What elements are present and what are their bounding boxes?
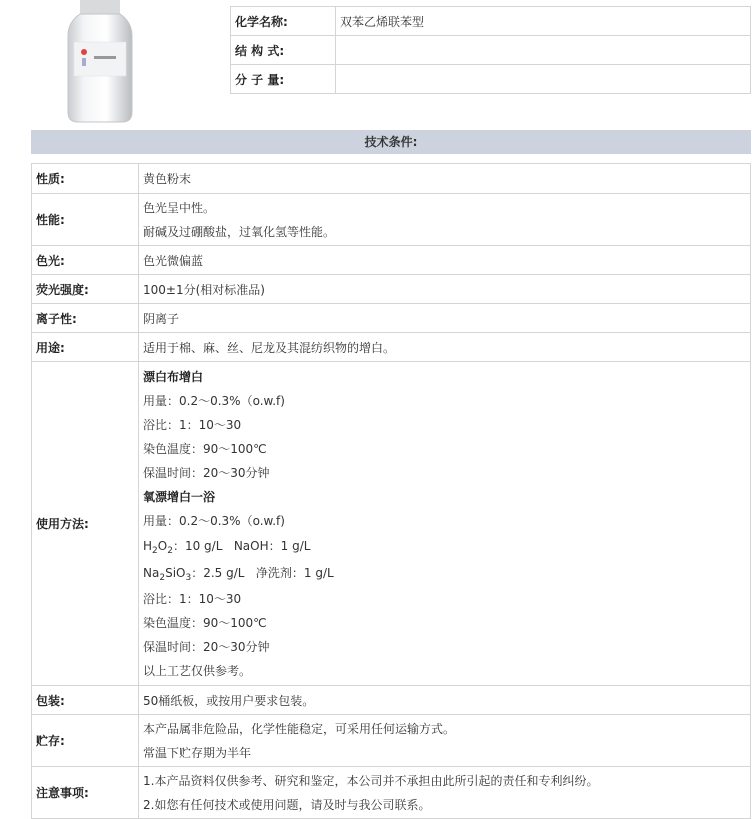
- text-line: 染色温度：90～100℃: [143, 441, 267, 456]
- table-row: [32, 275, 751, 304]
- table-row: [231, 36, 751, 65]
- text-line: 本产品属非危险品，化学性能稳定，可采用任何运输方式。: [143, 721, 456, 736]
- structure-value: [336, 36, 751, 65]
- text-line: 用量：0.2～0.3%（o.w.f): [143, 513, 285, 528]
- ionic-value: 阴离子: [139, 304, 751, 333]
- chemical-name-label: 化学名称:: [231, 7, 336, 36]
- text-line: 保温时间：20～30分钟: [143, 465, 270, 480]
- text-line: 2.如您有任何技术或使用问题，请及时与我公司联系。: [143, 797, 431, 812]
- text-line: 保温时间：20～30分钟: [143, 639, 270, 654]
- text-line: 常温下贮存期为半年: [143, 745, 252, 760]
- formula-sub: 2: [159, 572, 166, 583]
- chemical-info-table: [230, 6, 751, 94]
- packaging-label: 包装:: [32, 686, 139, 715]
- performance-label: 性能:: [32, 194, 139, 246]
- text-line: 用量：0.2～0.3%（o.w.f): [143, 393, 285, 408]
- formula-part: O: [157, 538, 168, 553]
- method-heading: 漂白布增白: [143, 369, 204, 384]
- method-value: [139, 362, 751, 686]
- formula-part: Na: [143, 565, 160, 580]
- storage-value: [139, 715, 751, 767]
- text-line: 耐碱及过硼酸盐，过氧化氢等性能。: [143, 224, 336, 239]
- text-line: 1.本产品资料仅供参考、研究和鉴定，本公司并不承担由此所引起的责任和专利纠纷。: [143, 773, 599, 788]
- formula-part: ：10 g/L NaOH：1 g/L: [172, 538, 311, 553]
- table-row: [32, 767, 751, 819]
- table-row: [32, 304, 751, 333]
- performance-value: [139, 194, 751, 246]
- table-row: [32, 715, 751, 767]
- product-image: [62, 0, 138, 124]
- chemical-name-value: 双苯乙烯联苯型: [336, 7, 751, 36]
- text-line: 浴比：1：10～30: [143, 591, 242, 606]
- molecular-weight-value: [336, 65, 751, 94]
- ionic-label: 离子性:: [32, 304, 139, 333]
- structure-label: 结 构 式:: [231, 36, 336, 65]
- formula-part: SiO: [165, 565, 186, 580]
- fluorescence-label: 荧光强度:: [32, 275, 139, 304]
- formula-sub: 3: [185, 572, 192, 583]
- text-line: 以上工艺仅供参考。: [143, 663, 252, 678]
- formula-sub: 2: [152, 545, 158, 556]
- usage-label: 用途:: [32, 333, 139, 362]
- formula-line: [143, 560, 746, 587]
- property-label: 性质:: [32, 164, 139, 194]
- text-line: 色光呈中性。: [143, 200, 216, 215]
- method-heading: 氧漂增白一浴: [143, 489, 216, 504]
- table-row: [32, 362, 751, 686]
- molecular-weight-label: 分 子 量:: [231, 65, 336, 94]
- property-value: 黄色粉末: [139, 164, 751, 194]
- table-row: [231, 65, 751, 94]
- table-row: [32, 194, 751, 246]
- shade-value: 色光微偏蓝: [139, 246, 751, 275]
- formula-line: [143, 533, 746, 560]
- table-row: [32, 686, 751, 715]
- table-row: [231, 7, 751, 36]
- section-title: 技术条件:: [31, 130, 751, 154]
- formula-part: ：2.5 g/L 净洗剂：1 g/L: [191, 565, 334, 580]
- storage-label: 贮存:: [32, 715, 139, 767]
- shade-label: 色光:: [32, 246, 139, 275]
- table-row: [32, 333, 751, 362]
- notes-label: 注意事项:: [32, 767, 139, 819]
- packaging-value: 50桶纸板，或按用户要求包装。: [139, 686, 751, 715]
- formula-part: H: [143, 538, 153, 553]
- formula-sub: 2: [167, 545, 173, 556]
- method-label: 使用方法:: [32, 362, 139, 686]
- fluorescence-value: 100±1分(相对标准品): [139, 275, 751, 304]
- text-line: 染色温度：90～100℃: [143, 615, 267, 630]
- notes-value: [139, 767, 751, 819]
- usage-value: 适用于棉、麻、丝、尼龙及其混纺织物的增白。: [139, 333, 751, 362]
- table-row: [32, 246, 751, 275]
- tech-spec-table: [31, 163, 751, 819]
- table-row: [32, 164, 751, 194]
- text-line: 浴比：1：10～30: [143, 417, 242, 432]
